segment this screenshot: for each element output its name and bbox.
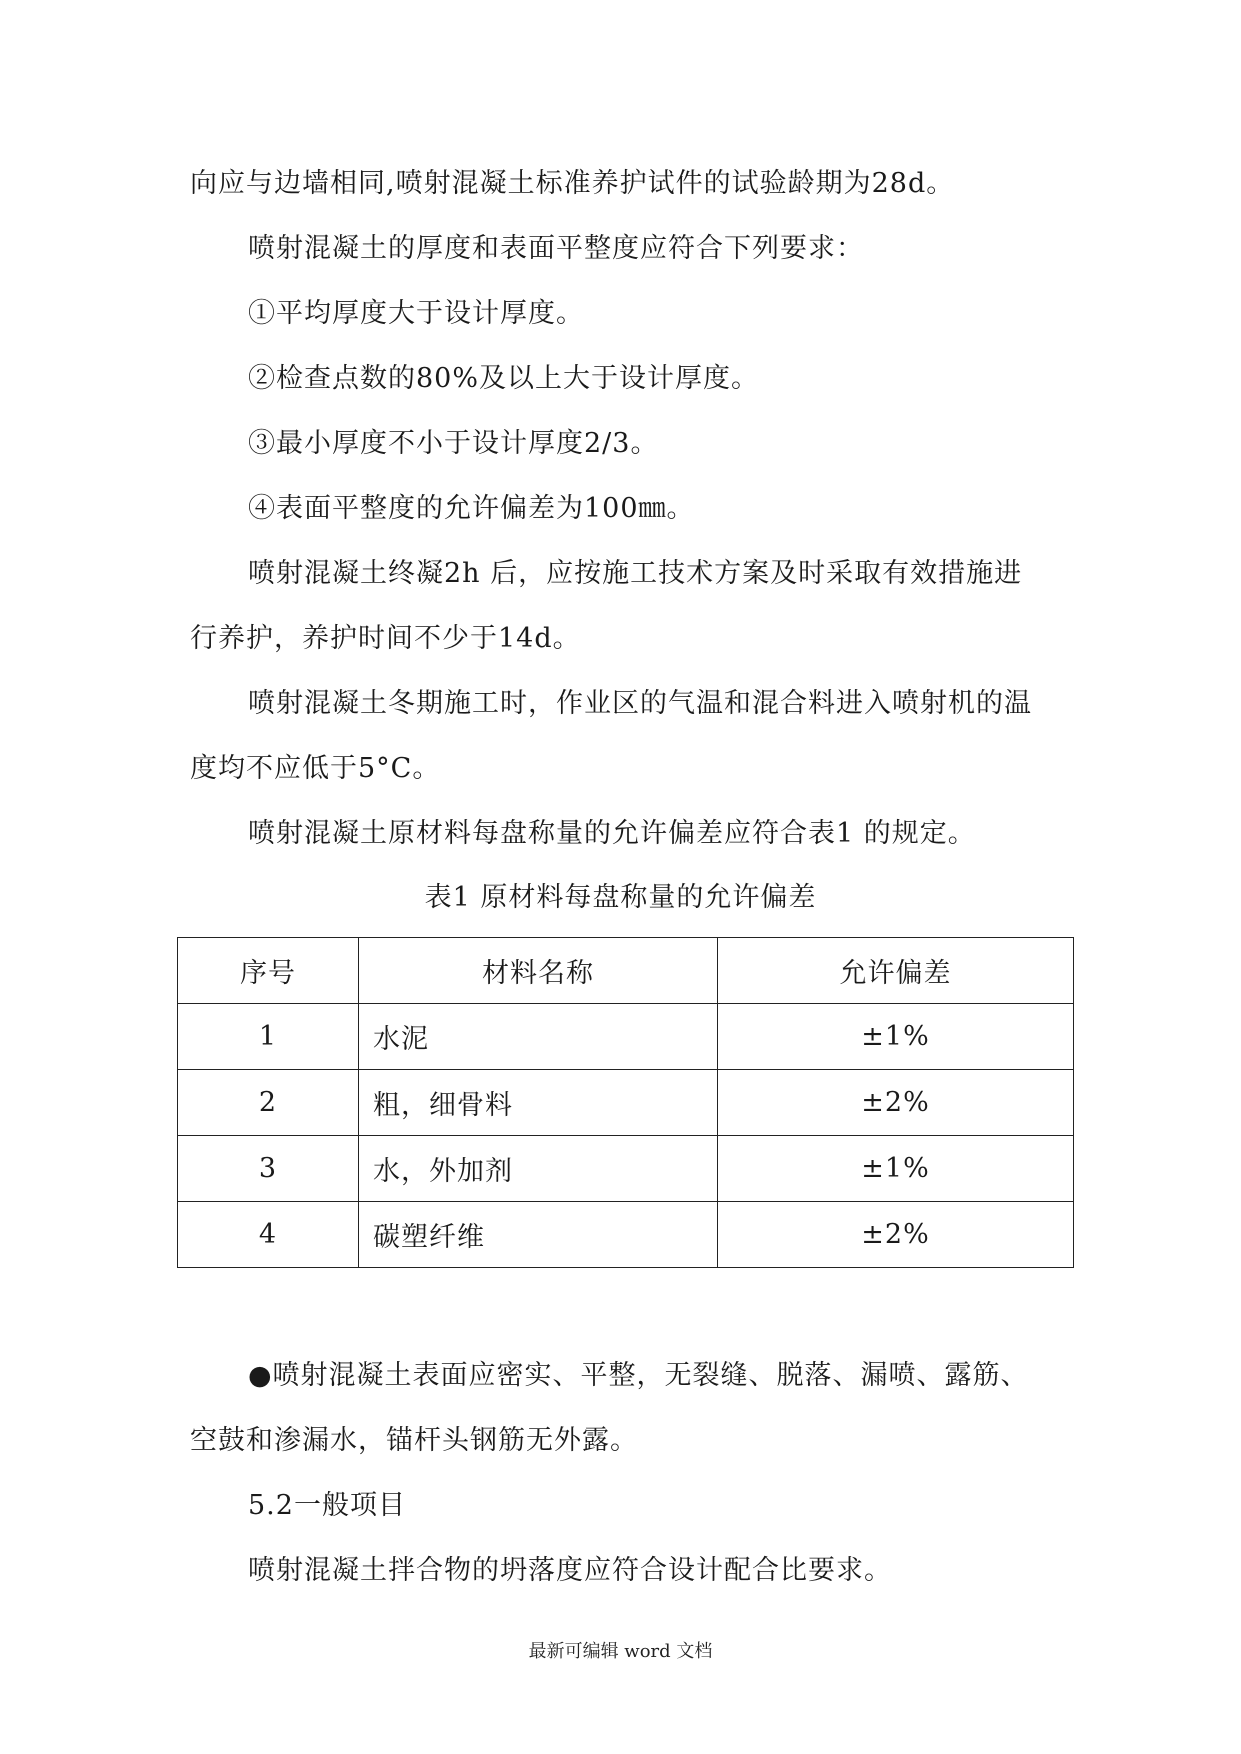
page-footer: 最新可编辑 word 文档 (528, 1641, 713, 1662)
table-row (178, 1070, 1074, 1136)
paragraph-line: 喷射混凝土的厚度和表面平整度应符合下列要求： (248, 233, 864, 264)
paragraph-line: 喷射混凝土冬期施工时，作业区的气温和混合料进入喷射机的温 (248, 688, 1032, 719)
paragraph-line: 空鼓和渗漏水，锚杆头钢筋无外露。 (190, 1425, 638, 1456)
table-caption: 表1 原材料每盘称量的允许偏差 (424, 882, 817, 913)
cell-number: 2 (178, 1070, 359, 1136)
section-heading: 5.2一般项目 (248, 1490, 406, 1521)
list-item: ④表面平整度的允许偏差为100㎜。 (248, 493, 695, 524)
paragraph-line: 喷射混凝土终凝2h 后，应按施工技术方案及时采取有效措施进 (248, 558, 1023, 589)
paragraph-line: 喷射混凝土拌合物的坍落度应符合设计配合比要求。 (248, 1555, 892, 1586)
paragraph-line: 向应与边墙相同,喷射混凝土标准养护试件的试验龄期为28d。 (190, 168, 955, 199)
cell-material: 水，外加剂 (359, 1136, 718, 1202)
tolerance-table (177, 937, 1074, 1268)
cell-deviation: ±2% (718, 1202, 1074, 1268)
table-row (178, 1136, 1074, 1202)
cell-deviation: ±1% (718, 1136, 1074, 1202)
table-header-row (178, 938, 1074, 1004)
table-row (178, 1004, 1074, 1070)
paragraph-line: 喷射混凝土原材料每盘称量的允许偏差应符合表1 的规定。 (248, 818, 976, 849)
paragraph-line: ●喷射混凝土表面应密实、平整，无裂缝、脱落、漏喷、露筋、 (248, 1360, 1029, 1391)
cell-number: 1 (178, 1004, 359, 1070)
list-item: ①平均厚度大于设计厚度。 (248, 298, 584, 329)
paragraph-line: 度均不应低于5°C。 (190, 753, 441, 784)
cell-material: 粗，细骨料 (359, 1070, 718, 1136)
cell-deviation: ±2% (718, 1070, 1074, 1136)
header-cell-number: 序号 (178, 938, 359, 1004)
list-item: ②检查点数的80%及以上大于设计厚度。 (248, 363, 760, 394)
header-cell-material: 材料名称 (359, 938, 718, 1004)
table-row (178, 1202, 1074, 1268)
cell-number: 3 (178, 1136, 359, 1202)
cell-deviation: ±1% (718, 1004, 1074, 1070)
list-item: ③最小厚度不小于设计厚度2/3。 (248, 428, 659, 459)
cell-material: 碳塑纤维 (359, 1202, 718, 1268)
cell-number: 4 (178, 1202, 359, 1268)
cell-material: 水泥 (359, 1004, 718, 1070)
header-cell-deviation: 允许偏差 (718, 938, 1074, 1004)
paragraph-line: 行养护，养护时间不少于14d。 (190, 623, 581, 654)
